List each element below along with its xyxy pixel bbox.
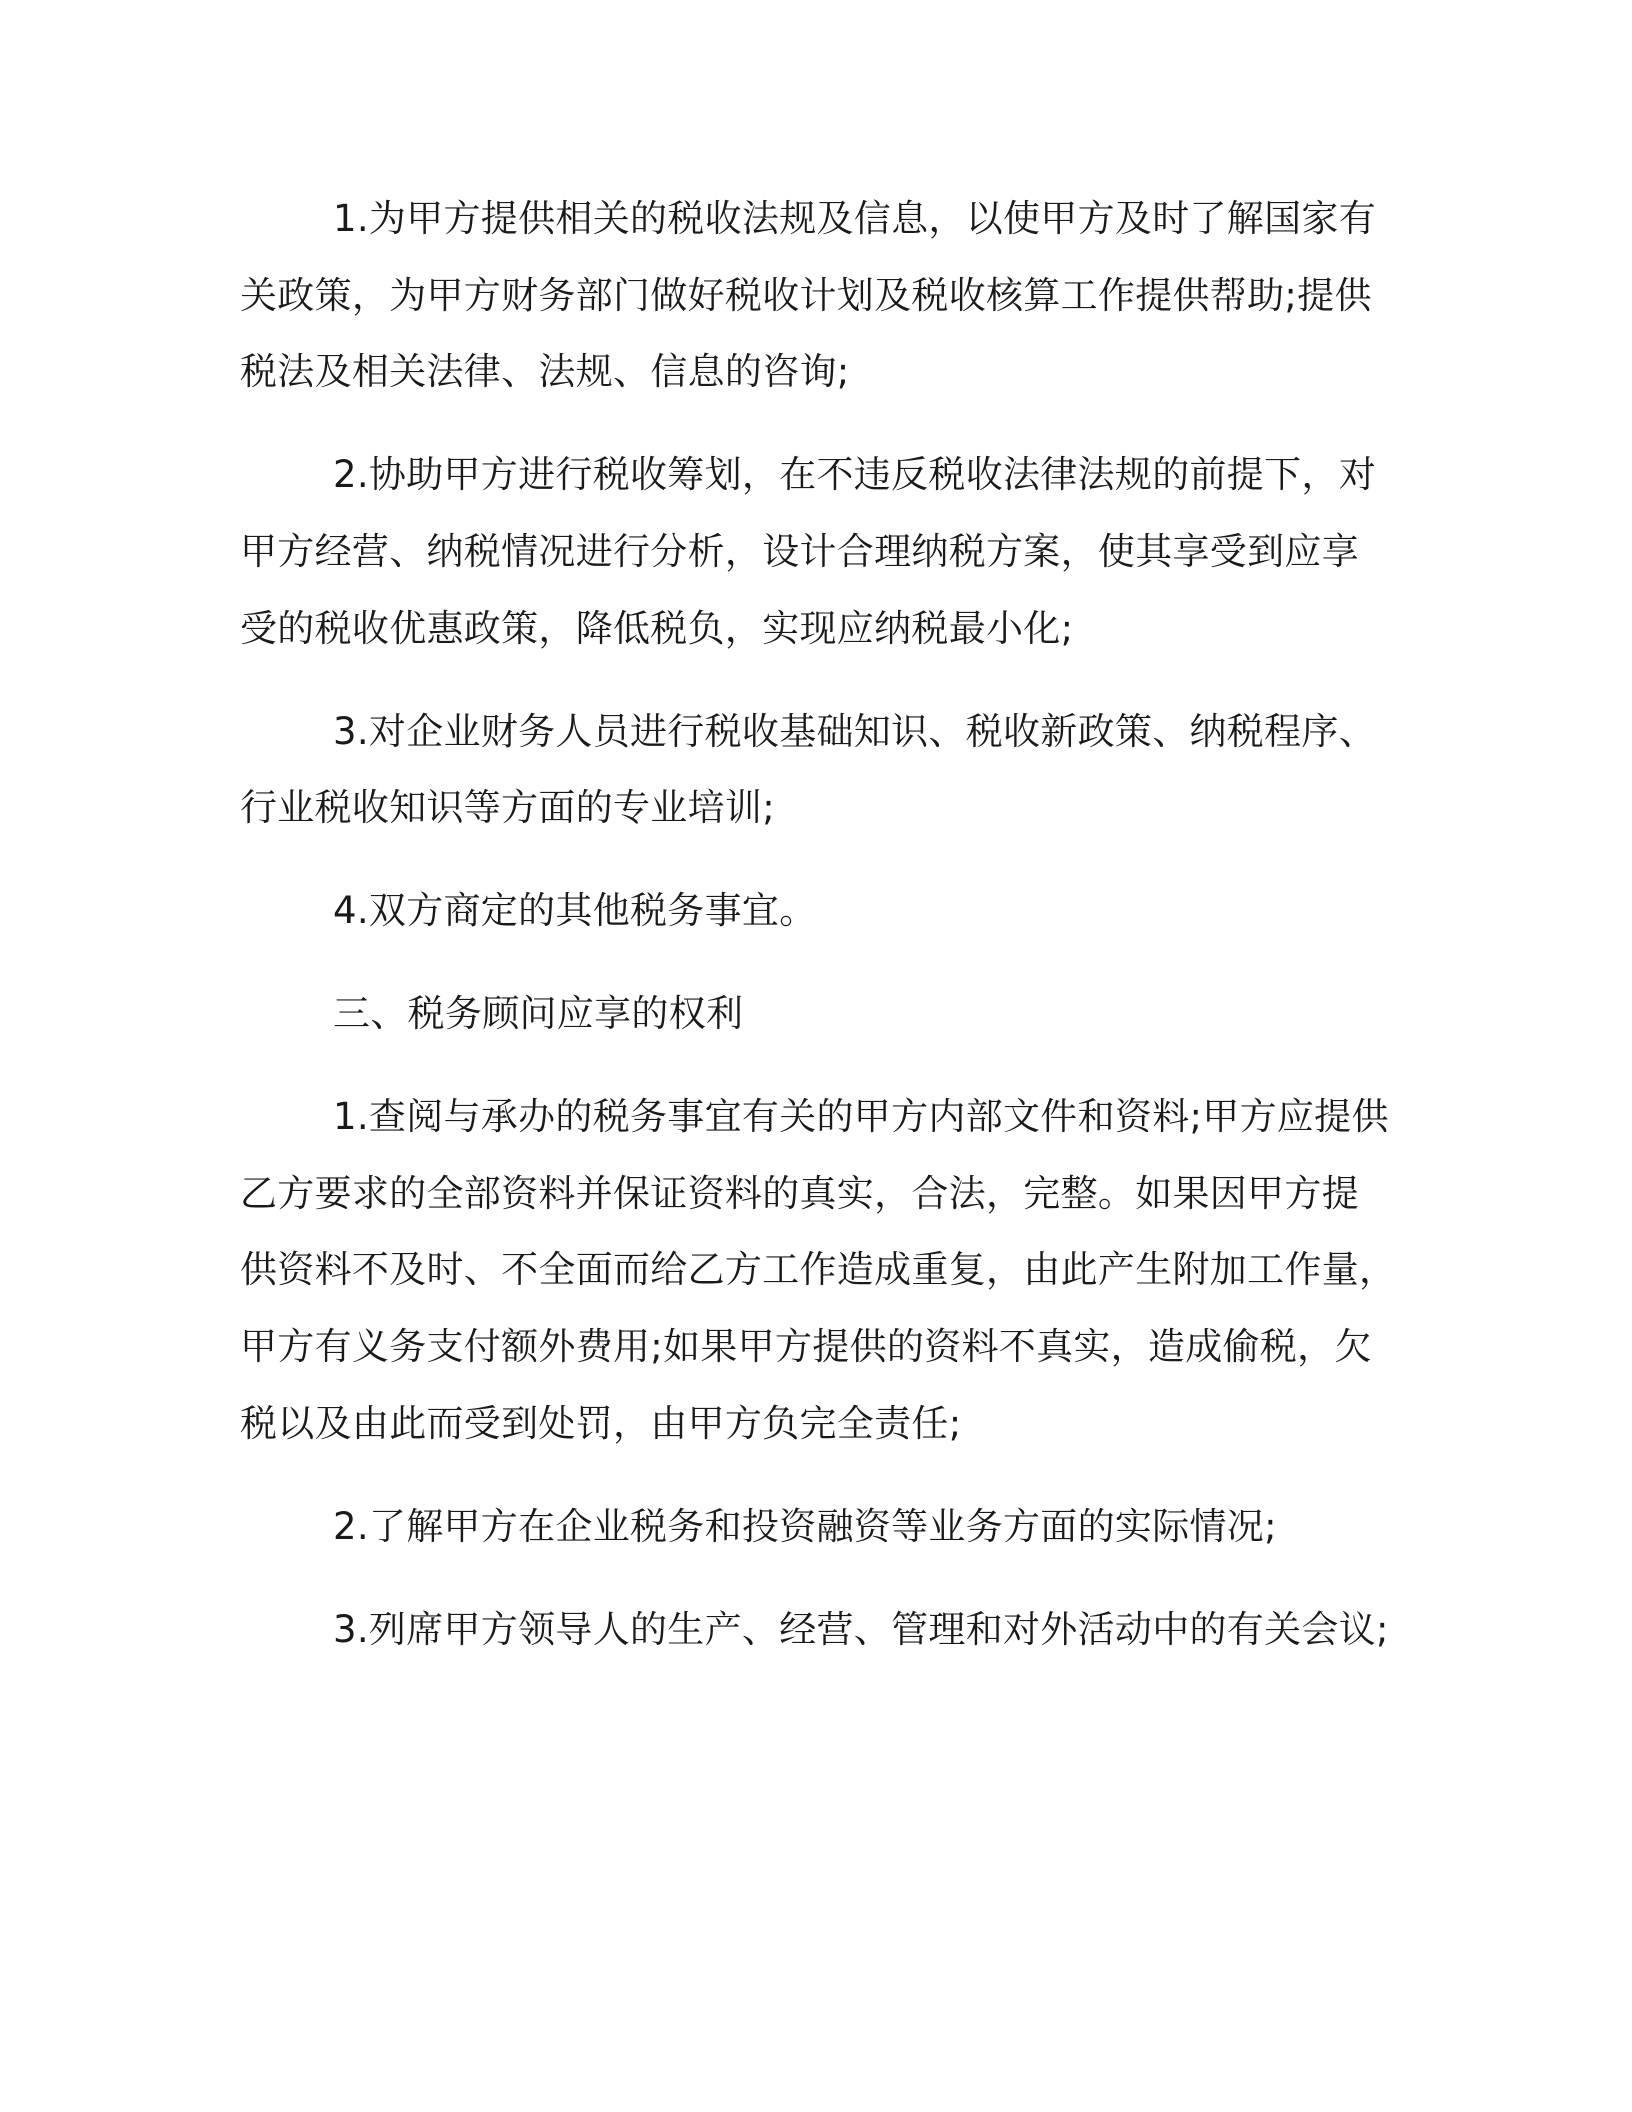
paragraph-3-line-1: 3.对企业财务人员进行税收基础知识、税收新政策、纳税程序、	[333, 710, 1376, 753]
paragraph-2-line-3: 受的税收优惠政策，降低税负，实现应纳税最小化;	[240, 607, 1074, 650]
paragraph-5-line-5: 税以及由此而受到处罚，由甲方负完全责任;	[240, 1402, 962, 1445]
paragraph-7-line-1: 3.列席甲方领导人的生产、经营、管理和对外活动中的有关会议;	[333, 1608, 1389, 1651]
paragraph-4-line-1: 4.双方商定的其他税务事宜。	[333, 889, 817, 932]
paragraph-1-line-3: 税法及相关法律、法规、信息的咨询;	[240, 350, 850, 393]
paragraph-2-line-1: 2.协助甲方进行税收筹划，在不违反税收法律法规的前提下，对	[333, 453, 1376, 496]
paragraph-3-line-2: 行业税收知识等方面的专业培训;	[240, 786, 775, 829]
paragraph-5-line-4: 甲方有义务支付额外费用;如果甲方提供的资料不真实，造成偷税，欠	[240, 1325, 1372, 1368]
section-heading: 三、税务顾问应享的权利	[333, 992, 744, 1035]
paragraph-1-line-2: 关政策，为甲方财务部门做好税收计划及税收核算工作提供帮助;提供	[240, 274, 1372, 317]
paragraph-5-line-2: 乙方要求的全部资料并保证资料的真实，合法，完整。如果因甲方提	[240, 1172, 1359, 1215]
paragraph-5-line-3: 供资料不及时、不全面而给乙方工作造成重复，由此产生附加工作量，	[240, 1248, 1397, 1291]
paragraph-5-line-1: 1.查阅与承办的税务事宜有关的甲方内部文件和资料;甲方应提供	[333, 1095, 1389, 1138]
paragraph-6-line-1: 2.了解甲方在企业税务和投资融资等业务方面的实际情况;	[333, 1505, 1277, 1548]
paragraph-1-line-1: 1.为甲方提供相关的税收法规及信息，以使甲方及时了解国家有	[333, 197, 1376, 240]
paragraph-2-line-2: 甲方经营、纳税情况进行分析，设计合理纳税方案，使其享受到应享	[240, 530, 1359, 573]
